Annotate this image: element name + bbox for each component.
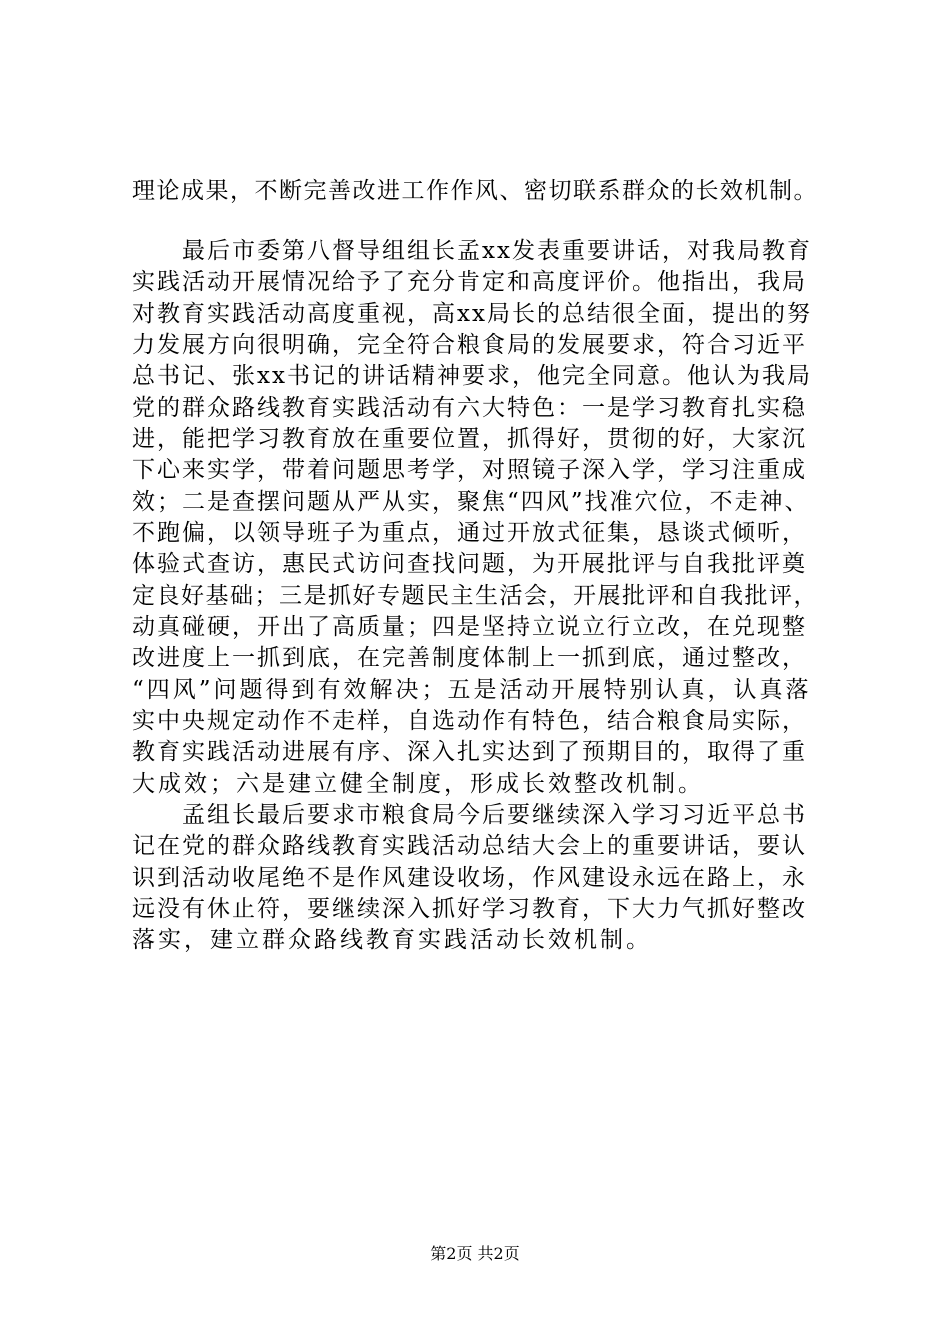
text-line: 最后市委第八督导组组长孟xx发表重要讲话，对我局教育 [132, 238, 812, 264]
text-line: 定良好基础；三是抓好专题民主生活会，开展批评和自我批评， [132, 583, 818, 609]
text-line: 效；二是查摆问题从严从实，聚焦“四风”找准穴位，不走神、 [132, 489, 810, 515]
text-line: 远没有休止符，要继续深入抓好学习教育，下大力气抓好整改 [132, 896, 807, 922]
text-line: 力发展方向很明确，完全符合粮食局的发展要求，符合习近平 [132, 332, 807, 358]
page-number-footer: 第2页 共2页 [430, 1244, 520, 1263]
text-line: 总书记、张xx书记的讲话精神要求，他完全同意。他认为我局 [132, 363, 812, 389]
text-line: 动真碰硬，开出了高质量；四是坚持立说立行立改，在兑现整 [132, 614, 807, 640]
text-line: 下心来实学，带着问题思考学，对照镜子深入学，学习注重成 [132, 457, 807, 483]
text-line: 大成效；六是建立健全制度，形成长效整改机制。 [132, 771, 704, 797]
text-line: 实践活动开展情况给予了充分肯定和高度评价。他指出，我局 [132, 269, 807, 295]
text-line: 改进度上一抓到底，在完善制度体制上一抓到底，通过整改， [132, 645, 807, 671]
text-line: 落实，建立群众路线教育实践活动长效机制。 [132, 927, 652, 953]
text-line: 党的群众路线教育实践活动有六大特色：一是学习教育扎实稳 [132, 395, 807, 421]
text-line: 对教育实践活动高度重视，高xx局长的总结很全面，提出的努 [132, 301, 812, 327]
text-line: 孟组长最后要求市粮食局今后要继续深入学习习近平总书 [132, 802, 807, 828]
text-line: 体验式查访，惠民式访问查找问题，为开展批评与自我批评奠 [132, 551, 807, 577]
text-line: 识到活动收尾绝不是作风建设收场，作风建设永远在路上，永 [132, 865, 807, 891]
text-line: “四风”问题得到有效解决；五是活动开展特别认真，认真落 [132, 677, 812, 703]
text-line: 实中央规定动作不走样，自选动作有特色，结合粮食局实际， [132, 708, 807, 734]
text-line: 记在党的群众路线教育实践活动总结大会上的重要讲话，要认 [132, 833, 807, 859]
text-line: 进，能把学习教育放在重要位置，抓得好，贯彻的好，大家沉 [132, 426, 807, 452]
text-line: 不跑偏，以领导班子为重点，通过开放式征集，恳谈式倾听， [132, 520, 807, 546]
text-line: 教育实践活动进展有序、深入扎实达到了预期目的，取得了重 [132, 739, 807, 765]
text-line: 理论成果，不断完善改进工作作风、密切联系群众的长效机制。 [132, 178, 818, 204]
